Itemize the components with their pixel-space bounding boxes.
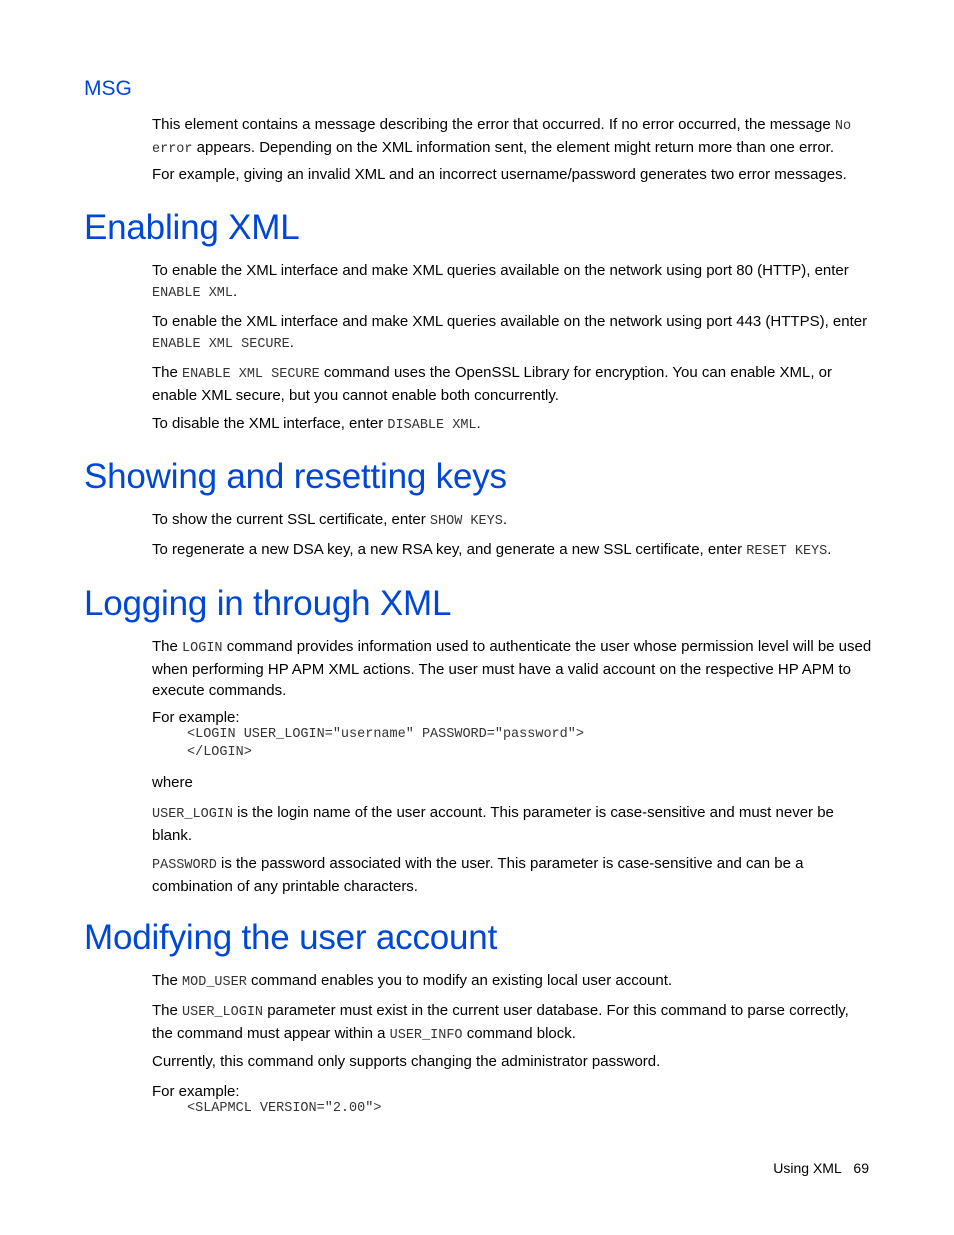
msg-paragraph-1: This element contains a message describing the error that occurred. If no error occurred, the message No error appears. Depending on the XML information sent, the element might return more than one error. — [152, 116, 852, 157]
code-reset-keys: RESET KEYS — [746, 544, 828, 559]
code-enable-xml-secure: ENABLE XML SECURE — [152, 337, 290, 352]
modify-paragraph-3: Currently, this command only supports changing the administrator password. — [152, 1053, 661, 1070]
enabling-paragraph-3: The ENABLE XML SECURE command uses the OpenSSL Library for encryption. You can enable XML, or enable XML secure, but you cannot enable both concurrently. — [152, 364, 832, 404]
page-number: 69 — [853, 1160, 869, 1176]
heading-logging-in: Logging in through XML — [84, 584, 452, 623]
code-login: LOGIN — [182, 641, 223, 656]
code-disable-xml: DISABLE XML — [387, 418, 477, 433]
code-enable-xml-secure: ENABLE XML SECURE — [182, 367, 320, 382]
login-example-label: For example: — [152, 709, 240, 726]
login-code-line-2: </LOGIN> — [187, 745, 252, 760]
modify-example-label: For example: — [152, 1083, 240, 1100]
code-show-keys: SHOW KEYS — [429, 514, 503, 529]
page-footer — [773, 1158, 869, 1178]
heading-msg: MSG — [84, 77, 132, 100]
login-where: where — [152, 774, 193, 791]
code-enable-xml: ENABLE XML — [152, 286, 234, 301]
code-no-error: No error — [152, 119, 852, 157]
login-code-line-1: <LOGIN USER_LOGIN="username" PASSWORD="password"> — [187, 727, 584, 742]
login-paragraph-1: The LOGIN command provides information used to authenticate the user whose permission level will be used when performing HP APM XML actions. The user must have a valid account on the respective HP APM to execute commands. — [152, 638, 872, 699]
code-mod-user: MOD_USER — [182, 975, 247, 990]
enabling-paragraph-1: To enable the XML interface and make XML queries available on the network using port 80 (HTTP), enter ENABLE XML. — [152, 262, 849, 301]
heading-enabling-xml: Enabling XML — [84, 208, 300, 247]
enabling-paragraph-2: To enable the XML interface and make XML queries available on the network using port 443 (HTTPS), enter ENABLE XML SECURE. — [152, 313, 868, 352]
footer-section-title: Using XML — [773, 1160, 842, 1176]
code-user-info: USER_INFO — [389, 1028, 463, 1043]
modify-paragraph-1: The MOD_USER command enables you to modify an existing local user account. — [152, 972, 673, 990]
msg-paragraph-2: For example, giving an invalid XML and an incorrect username/password generates two error messages. — [152, 166, 847, 183]
code-user-login: USER_LOGIN — [152, 807, 234, 822]
keys-paragraph-1: To show the current SSL certificate, enter SHOW KEYS. — [152, 511, 508, 529]
modify-code-line-1: <SLAPMCL VERSION="2.00"> — [187, 1101, 382, 1116]
login-paragraph-user-login: USER_LOGIN is the login name of the user account. This parameter is case-sensitive and must never be blank. — [152, 804, 834, 844]
enabling-paragraph-4: To disable the XML interface, enter DISABLE XML. — [152, 415, 481, 433]
code-password: PASSWORD — [152, 858, 217, 873]
modify-paragraph-2: The USER_LOGIN parameter must exist in the current user database. For this command to parse correctly, the command must appear within a USER_INFO command block. — [152, 1002, 849, 1043]
keys-paragraph-2: To regenerate a new DSA key, a new RSA key, and generate a new SSL certificate, enter RESET KEYS. — [152, 541, 832, 559]
login-paragraph-password: PASSWORD is the password associated with the user. This parameter is case-sensitive and can be a combination of any printable characters. — [152, 855, 804, 895]
code-user-login: USER_LOGIN — [182, 1005, 264, 1020]
heading-showing-resetting-keys: Showing and resetting keys — [84, 457, 507, 496]
heading-modifying-user-account: Modifying the user account — [84, 918, 498, 957]
